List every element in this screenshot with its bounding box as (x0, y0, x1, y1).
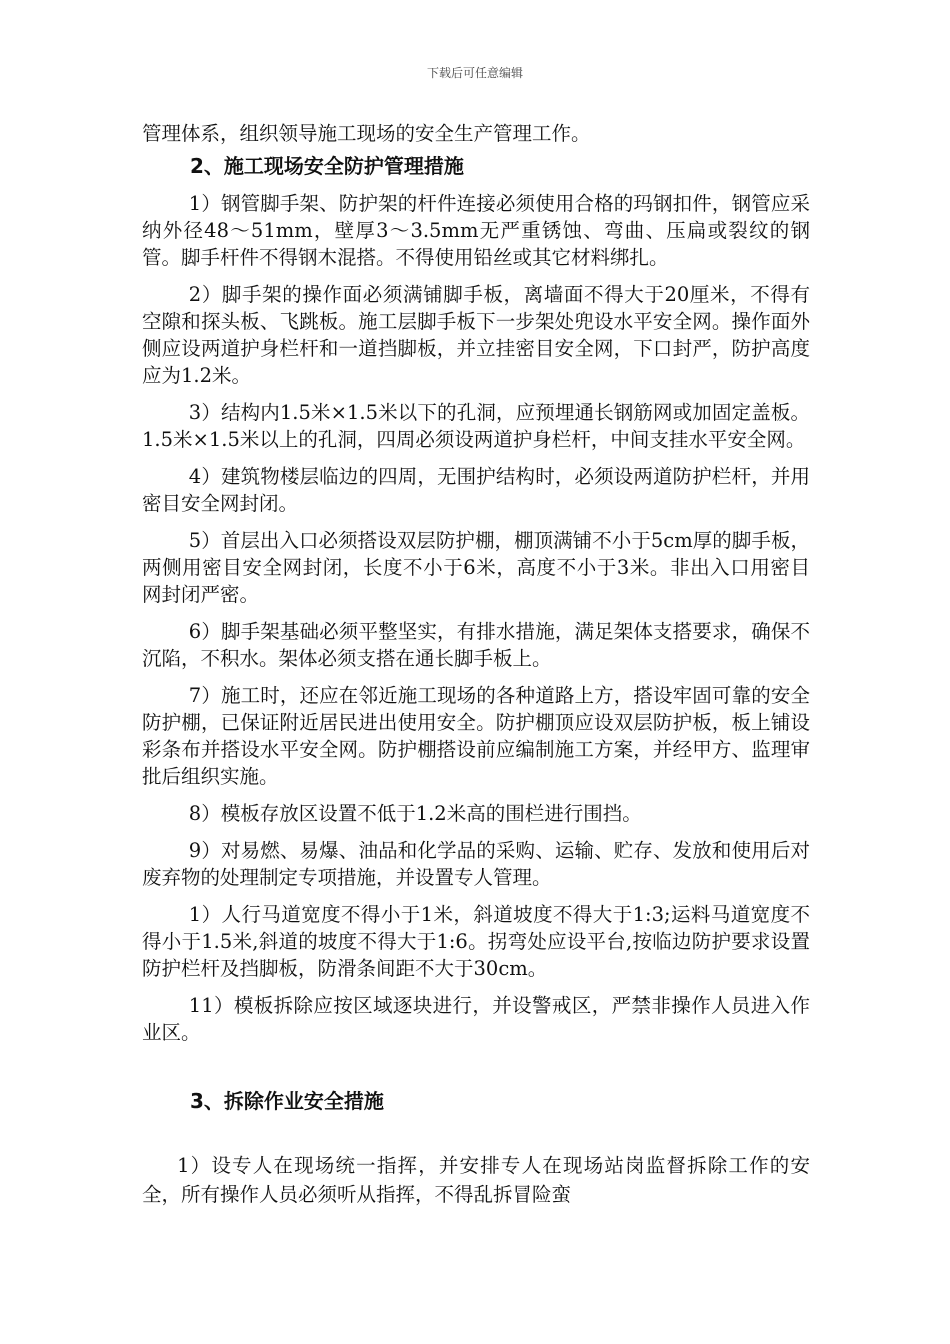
header-note: 下载后可任意编辑 (426, 66, 523, 80)
section-2-heading: 2、施工现场安全防护管理措施 (190, 154, 464, 178)
section-3-heading: 3、拆除作业安全措施 (190, 1089, 384, 1113)
list-item: 11）模板拆除应按区域逐块进行，并设警戒区，严禁非操作人员进入作业区。 (142, 994, 810, 1044)
list-item: 4）建筑物楼层临边的四周，无围护结构时，必须设两道防护栏杆，并用密目安全网封闭。 (142, 465, 810, 515)
continuation-paragraph: 管理体系，组织领导施工现场的安全生产管理工作。 (142, 122, 591, 145)
list-item: 8）模板存放区设置不低于1.2米高的围栏进行围挡。 (188, 802, 642, 825)
list-item: 3）结构内1.5米×1.5米以下的孔洞，应预埋通长钢筋网或加固定盖板。1.5米×1.5米以上的孔洞，四周必须设两道护身栏杆，中间支挂水平安全网。 (142, 401, 810, 451)
list-item: 9）对易燃、易爆、油品和化学品的采购、运输、贮存、发放和使用后对废弃物的处理制定专项措施，并设置专人管理。 (142, 839, 810, 889)
list-item: 2）脚手架的操作面必须满铺脚手板，离墙面不得大于20厘米，不得有空隙和探头板、飞跳板。施工层脚手板下一步架处兜设水平安全网。操作面外侧应设两道护身栏杆和一道挡脚板，并立挂密目安全网，下口封严，防护高度应为1.2米。 (142, 283, 810, 387)
list-item: 7）施工时，还应在邻近施工现场的各种道路上方，搭设牢固可靠的安全防护棚，已保证附近居民进出使用安全。防护棚顶应设双层防护板，板上铺设彩条布并搭设水平安全网。防护棚搭设前应编制施工方案，并经甲方、监理审批后组织实施。 (142, 684, 810, 788)
section-3-item: 1）设专人在现场统一指挥，并安排专人在现场站岗监督拆除工作的安全，所有操作人员必须听从指挥，不得乱拆冒险蛮 (142, 1154, 810, 1206)
document-body (142, 120, 810, 1209)
list-item: 6）脚手架基础必须平整坚实，有排水措施，满足架体支搭要求，确保不沉陷，不积水。架体必须支搭在通长脚手板上。 (142, 620, 810, 670)
list-item: 5）首层出入口必须搭设双层防护棚，棚顶满铺不小于5cm厚的脚手板，两侧用密目安全网封闭，长度不小于6米，高度不小于3米。非出入口用密目网封闭严密。 (142, 529, 810, 606)
list-item: 1）人行马道宽度不得小于1米，斜道坡度不得大于1:3;运料马道宽度不得小于1.5米,斜道的坡度不得大于1:6。拐弯处应设平台,按临边防护要求设置防护栏杆及挡脚板，防滑条间距不大于30cm。 (142, 903, 810, 980)
list-item: 1）钢管脚手架、防护架的杆件连接必须使用合格的玛钢扣件，钢管应采纳外径48～51mm，壁厚3～3.5mm无严重锈蚀、弯曲、压扁或裂纹的钢管。脚手杆件不得钢木混搭。不得使用铅丝或其它材料绑扎。 (142, 192, 810, 269)
